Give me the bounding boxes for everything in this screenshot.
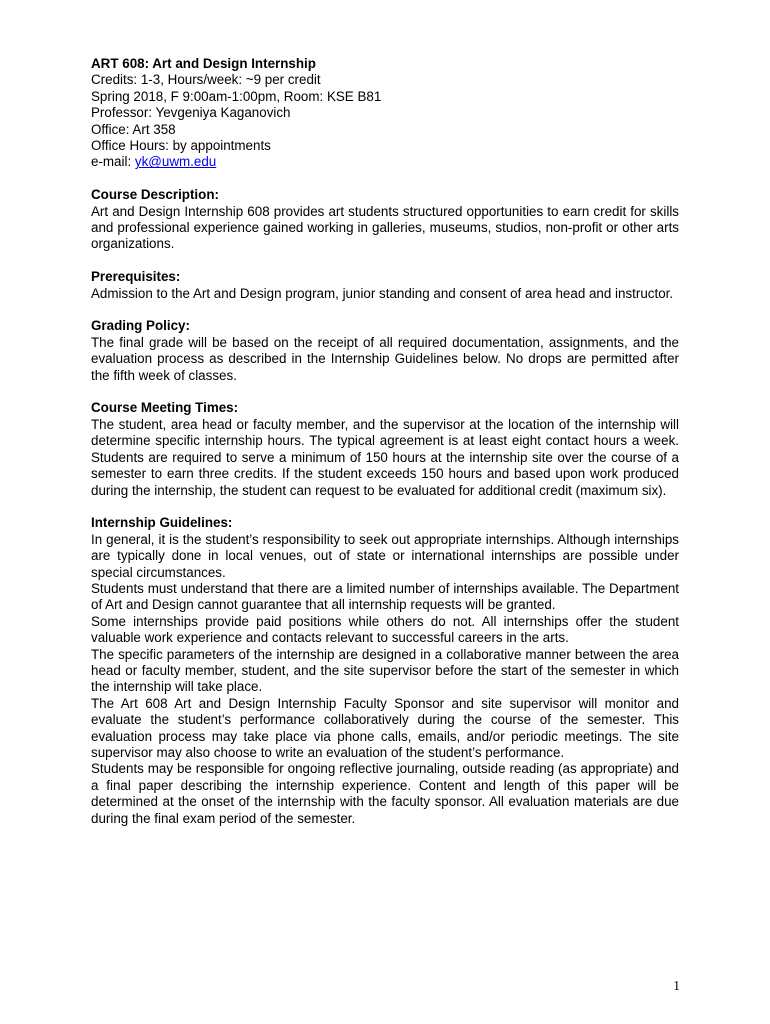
page-number: 1: [673, 978, 680, 993]
course-header: [91, 56, 679, 171]
office-hours: Office Hours: by appointments: [91, 138, 271, 154]
professor-name: Professor: Yevgeniya Kaganovich: [91, 105, 291, 121]
guidelines-paragraph: The Art 608 Art and Design Internship Faculty Sponsor and site supervisor will monitor and evaluate the student’s performance collaboratively during the course of the semester. This evaluation process may take place via phone calls, emails, and/or periodic meetings. The site supervisor may also choose to write an evaluation of the student’s performance.: [91, 695, 679, 760]
email-link[interactable]: yk@uwm.edu: [134, 154, 217, 170]
section-heading: Course Description:: [91, 187, 219, 203]
guidelines-paragraph: Students must understand that there are a limited number of internships available. The Department of Art and Design cannot guarantee that all internship requests will be granted.: [91, 580, 679, 613]
course-schedule: Spring 2018, F 9:00am-1:00pm, Room: KSE B81: [91, 88, 382, 104]
section-text: The final grade will be based on the receipt of all required documentation, assignments, and the evaluation process as described in the Internship Guidelines below. No drops are permitted after the fifth week of classes.: [91, 334, 679, 383]
course-credits: Credits: 1-3, Hours/week: ~9 per credit: [91, 72, 321, 88]
section-text: Art and Design Internship 608 provides art students structured opportunities to earn credit for skills and professional experience gained working in galleries, museums, studios, non-profit or other arts organizations.: [91, 203, 679, 252]
section-meeting-times: [91, 400, 679, 498]
syllabus-page: [91, 56, 679, 827]
guidelines-paragraph: Some internships provide paid positions while others do not. All internships offer the student valuable work experience and contacts relevant to successful careers in the arts.: [91, 613, 679, 646]
section-text: The student, area head or faculty member, and the supervisor at the location of the internship will determine specific internship hours. The typical agreement is at least eight contact hours a week. Students are required to serve a minimum of 150 hours at the internship site over the course of a semester to earn three credits. If the student exceeds 150 hours and based upon work produced during the internship, the student can request to be evaluated for additional credit (maximum six).: [91, 416, 679, 498]
office-location: Office: Art 358: [91, 121, 176, 137]
email-line: [91, 154, 679, 170]
section-course-description: [91, 187, 679, 253]
section-prerequisites: [91, 269, 679, 302]
guidelines-paragraph: The specific parameters of the internship are designed in a collaborative manner between the area head or faculty member, student, and the site supervisor before the start of the semester in which the internship will take place.: [91, 646, 679, 695]
section-heading: Grading Policy:: [91, 318, 190, 334]
section-heading: Course Meeting Times:: [91, 400, 239, 416]
section-internship-guidelines: [91, 515, 679, 827]
guidelines-paragraph: In general, it is the student’s responsibility to seek out appropriate internships. Although internships are typically done in local venues, out of state or international internships are possible under special circumstances.: [91, 531, 679, 580]
course-title: ART 608: Art and Design Internship: [91, 56, 316, 71]
section-text: Admission to the Art and Design program, junior standing and consent of area head and instructor.: [91, 285, 674, 301]
section-heading: Internship Guidelines:: [91, 515, 233, 531]
section-grading-policy: [91, 318, 679, 384]
guidelines-paragraph: Students may be responsible for ongoing reflective journaling, outside reading (as appropriate) and a final paper describing the internship experience. Content and length of this paper will be determined at the onset of the internship with the faculty sponsor. All evaluation materials are due during the final exam period of the semester.: [91, 761, 679, 826]
email-label: e-mail:: [91, 154, 135, 170]
section-heading: Prerequisites:: [91, 269, 181, 285]
